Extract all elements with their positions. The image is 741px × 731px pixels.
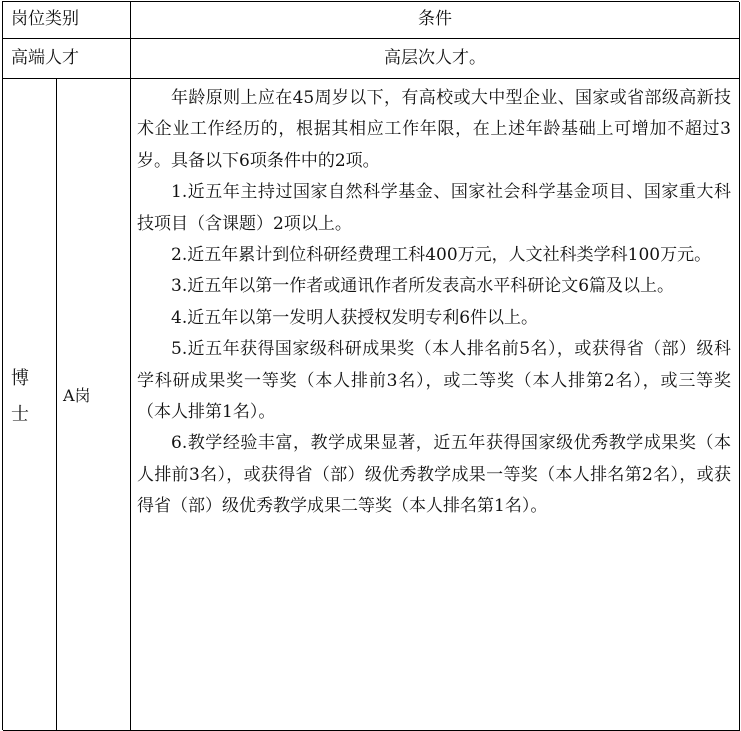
header-conditions: 条件 <box>131 2 740 39</box>
row-doctor-category-char2: 士 <box>11 404 29 425</box>
condition-item-4: 4.近五年以第一发明人获授权发明专利6件以上。 <box>171 307 539 328</box>
row-high-end-conditions: 高层次人才。 <box>131 39 740 79</box>
row-doctor-post: A岗 <box>57 79 131 731</box>
condition-intro: 年龄原则上应在45周岁以下，有高校或大中型企业、国家或省部级高新技术企业工作经历的，根据其相应工作年限，在上述年龄基础上可增加不超过3岁。具备以下6项条件中的2项。 <box>137 88 731 171</box>
row-high-end-category: 高端人才 <box>3 39 131 79</box>
condition-item-1: 1.近五年主持过国家自然科学基金、国家社会科学基金项目、国家重大科技项目（含课题）2项以上。 <box>137 182 731 234</box>
condition-item-3: 3.近五年以第一作者或通讯作者所发表高水平科研论文6篇及以上。 <box>171 276 675 297</box>
condition-item-5: 5.近五年获得国家级科研成果奖（本人排名前5名），或获得省（部）级科学科研成果奖一等奖（本人排前3名），或二等奖（本人排第2名），或三等奖（本人排第1名）。 <box>137 339 731 423</box>
row-doctor-category <box>3 79 57 731</box>
row-doctor-conditions <box>131 79 740 731</box>
positions-table <box>2 1 739 730</box>
row-doctor-category-char1: 博 <box>11 368 29 389</box>
condition-item-6: 6.教学经验丰富，教学成果显著，近五年获得国家级优秀教学成果奖（本人排前3名），或获得省（部）级优秀教学成果一等奖（本人排名第2名），或获得省（部）级优秀教学成果二等奖（本人排名第1名）。 <box>137 433 731 517</box>
condition-item-2: 2.近五年累计到位科研经费理工科400万元，人文社科类学科100万元。 <box>171 245 712 266</box>
header-category: 岗位类别 <box>3 2 131 39</box>
